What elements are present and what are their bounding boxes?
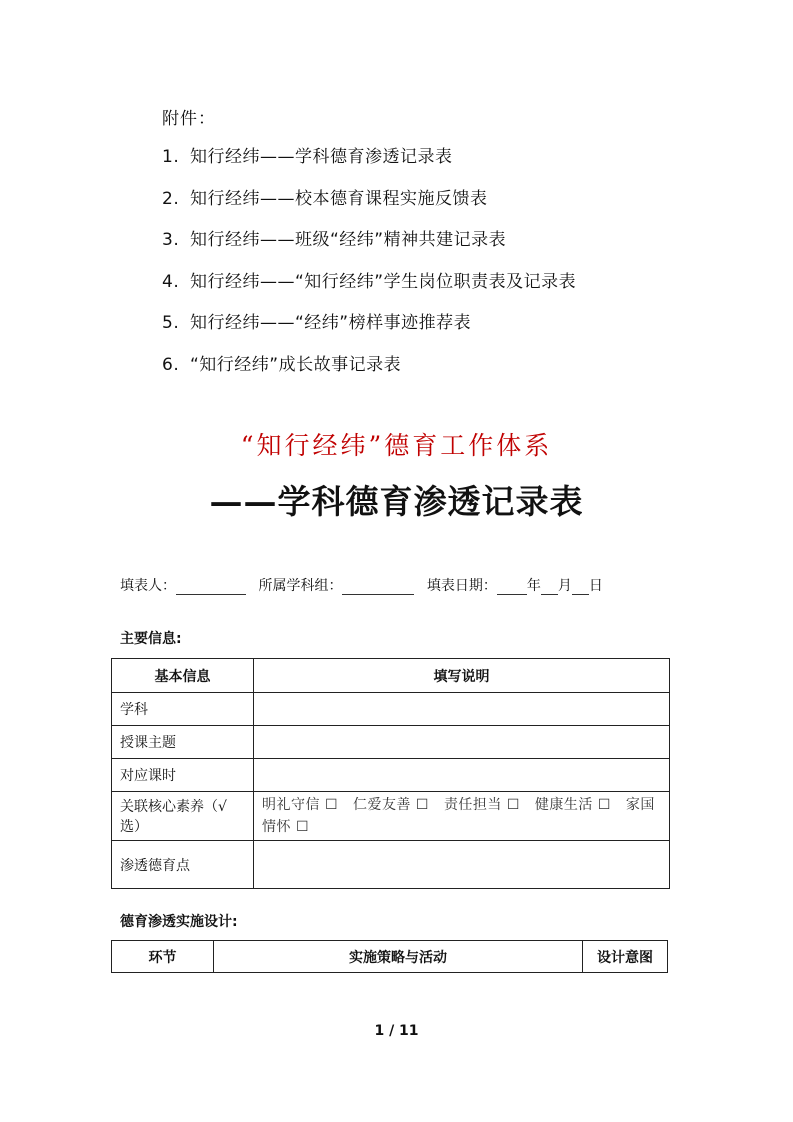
group-label: 所属学科组：	[258, 578, 343, 594]
item-number: 5.	[162, 313, 180, 333]
item-number: 6.	[162, 354, 180, 375]
system-title: “知行经纬”德育工作体系	[240, 431, 553, 460]
item-text: 知行经纬——“知行经纬”学生岗位职责表及记录表	[190, 271, 577, 292]
attachments-list	[162, 142, 576, 391]
header-stage: 环节	[112, 941, 214, 973]
list-item	[162, 142, 576, 184]
list-item	[162, 225, 576, 267]
period-cell[interactable]	[254, 759, 670, 792]
list-item	[162, 184, 576, 226]
header-strategy: 实施策略与活动	[214, 941, 583, 973]
page-number: 1 / 11	[374, 1023, 419, 1039]
group-blank[interactable]	[342, 580, 414, 595]
moral-point-cell[interactable]	[254, 841, 670, 889]
year-blank[interactable]	[497, 580, 527, 595]
row-label-topic: 授课主题	[112, 726, 254, 759]
header-intent: 设计意图	[583, 941, 668, 973]
filler-label: 填表人：	[120, 578, 176, 594]
row-label-moral-point: 渗透德育点	[112, 841, 254, 889]
form-title: ——学科德育渗透记录表	[209, 482, 584, 521]
item-text: 知行经纬——“经纬”榜样事迹推荐表	[190, 313, 472, 333]
table-header-row	[112, 941, 668, 973]
core-literacy-options	[254, 792, 670, 841]
item-number: 1.	[162, 147, 180, 167]
item-text: 知行经纬——班级“经纬”精神共建记录表	[190, 230, 507, 250]
filler-blank[interactable]	[176, 580, 246, 595]
item-number: 3.	[162, 230, 180, 250]
header-basic-info: 基本信息	[112, 659, 254, 693]
option-checkbox[interactable]: 健康生活 ☐	[534, 797, 611, 813]
option-checkbox[interactable]: 责任担当 ☐	[443, 797, 520, 813]
item-number: 2.	[162, 188, 180, 209]
main-info-table	[111, 658, 670, 889]
row-label-period: 对应课时	[112, 759, 254, 792]
date-label: 填表日期：	[426, 578, 497, 594]
list-item	[162, 350, 576, 392]
fill-info-row	[120, 575, 603, 595]
attachments-title: 附件：	[162, 109, 216, 129]
table-row	[112, 841, 670, 889]
design-label: 德育渗透实施设计:	[120, 914, 238, 930]
item-number: 4.	[162, 271, 180, 292]
month-blank[interactable]	[541, 580, 558, 595]
table-row	[112, 792, 670, 841]
subject-cell[interactable]	[254, 693, 670, 726]
item-text: “知行经纬”成长故事记录表	[190, 354, 402, 375]
list-item	[162, 308, 576, 350]
header-instructions: 填写说明	[254, 659, 670, 693]
table-row	[112, 759, 670, 792]
row-label-core-literacy: 关联核心素养（√选）	[112, 792, 254, 841]
topic-cell[interactable]	[254, 726, 670, 759]
option-checkbox[interactable]: 明礼守信 ☐	[262, 797, 339, 813]
design-table	[111, 940, 668, 973]
table-row	[112, 726, 670, 759]
main-info-label: 主要信息:	[120, 631, 182, 647]
day-blank[interactable]	[572, 580, 589, 595]
list-item	[162, 267, 576, 309]
month-label: 月	[557, 578, 572, 594]
option-checkbox[interactable]: 仁爱友善 ☐	[352, 797, 429, 813]
item-text: 知行经纬——校本德育课程实施反馈表	[190, 188, 488, 209]
option-checkbox[interactable]: 家国情怀 ☐	[262, 797, 655, 835]
table-header-row	[112, 659, 670, 693]
row-label-subject: 学科	[112, 693, 254, 726]
item-text: 知行经纬——学科德育渗透记录表	[190, 147, 453, 167]
table-row	[112, 693, 670, 726]
year-label: 年	[526, 578, 541, 594]
day-label: 日	[588, 578, 603, 594]
